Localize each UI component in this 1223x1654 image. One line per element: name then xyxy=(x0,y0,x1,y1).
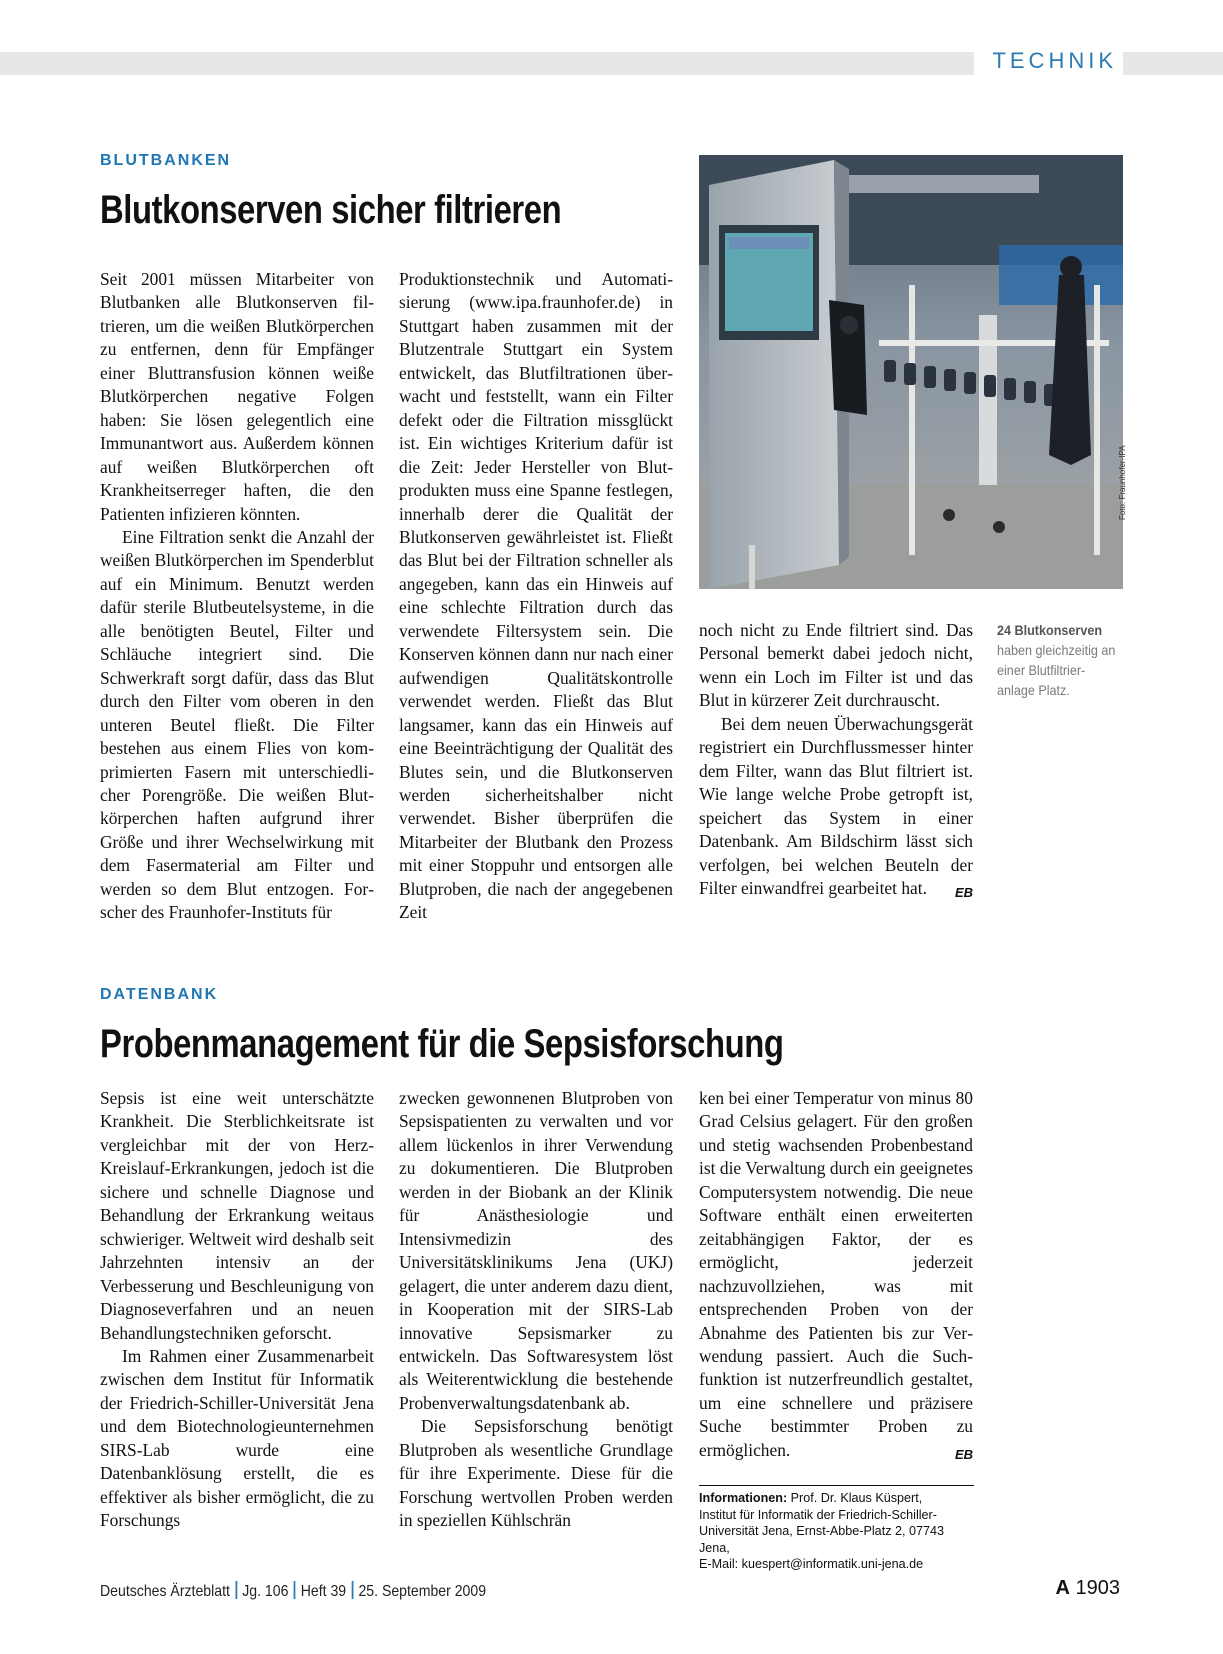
paragraph: Die Sepsisforschung benötigt Blutproben als wesentliche Grundlage für ihre Experimente. Diese für die Forschung wertvollen Proben werden in speziellen Kühlschrän xyxy=(399,1416,673,1531)
info-contact-name: Prof. Dr. Klaus Küspert, xyxy=(790,1491,923,1505)
paragraph: Sepsis ist eine weit unterschätzte Krankheit. Die Sterblichkeitsrate ist vergleichbar mit der von Herz-Kreislauf-Erkrankungen, jedoch ist die sichere und schnelle Diagnose und Behandlung der Erkrankung weitaus schwieriger. Weltweit wird deshalb seit Jahrzehnten intensiv an der Verbesserung und Beschleunigung von Diagnoseverfahren und an neuen Behandlungstechniken geforscht. xyxy=(100,1088,374,1343)
footer-citation xyxy=(100,1581,486,1601)
journal-volume: Jg. 106 xyxy=(242,1583,289,1600)
photo-caption xyxy=(997,620,1119,700)
article1-column-1 xyxy=(100,268,374,925)
paragraph-text: Bei dem neuen Überwachungsgerät registriert ein Durchflussmesser hinter dem Filter, wann das Blut filtriert ist. Wie lange welche Probe getropft ist, speichert das System in einer Datenbank. Am Bildschirm lässt sich verfolgen, bei welchen Beuteln der Filter einwandfrei gearbeitet hat. xyxy=(699,713,973,898)
publication-date: 25. September 2009 xyxy=(358,1583,487,1600)
info-line: Institut für Informatik der Friedrich-Schiller- xyxy=(699,1507,937,1522)
article1-column-2 xyxy=(399,268,673,925)
paragraph-text: ken bei einer Temperatur von minus 80 Grad Celsius gelagert. Für den großen und stetig wachsenden Probenbestand ist die Verwaltung durch ein geeignetes Computersystem notwendig. Die neue Software enthält einen erweiterten zeitabhängigen Faktor, der es ermöglicht, jederzeit nachzuvollziehen, was mit entsprechenden Proben von der Abnahme des Patienten bis zur Verwendung passiert. Auch die Suchfunktion ist nutzerfreundlich gestaltet, um eine schnellere und präzisere Suche bestimmter Proben zu ermöglichen. xyxy=(699,1088,973,1460)
section-label: TECHNIK xyxy=(974,46,1123,76)
paragraph: Produktionstechnik und Automatisierung (www.ipa.fraunhofer.de) in Stuttgart haben zusammen mit der Blutzentrale Stuttgart ein System entwickelt, das Blutfiltrationen überwacht und feststellt, wann ein Filter defekt oder die Filtration missglückt ist. Ein wichtiges Kriterium dafür ist die Zeit: Jeder Hersteller von Blutprodukten muss eine Spanne festlegen, innerhalb derer die Qualität der Blutkonserven gewährleistet ist. Fließt das Blut bei der Filtration schneller als angegeben, kann das ein Hinweis auf eine schlechte Filtration durch das verwendete Filtersystem sein. Die Konserven können dann nur nach einer aufwendigen Qualitätskontrolle verwendet werden. Fließt das Blut langsamer, kann das ein Hinweis auf eine Beeinträchtigung der Qualität des Blutes sein, und die Blutkonserven werden sicherheitshalber nicht verwendet. Bisher überprüfen die Mitarbeiter der Blutbank den Prozess mit einer Stoppuhr und entsorgen alle Blutproben, die nach der angegebenen Zeit xyxy=(399,269,673,923)
paragraph xyxy=(699,713,973,901)
caption-lead: 24 Blutkonserven xyxy=(997,622,1103,638)
page-value: 1903 xyxy=(1075,1577,1120,1599)
author-signature: EB xyxy=(954,1446,973,1462)
info-label: Informationen: xyxy=(699,1491,788,1505)
paragraph: zwecken gewonnenen Blutproben von Sepsispatienten zu verwalten und vor allem lückenlos in ihrer Verwendung zu dokumentieren. Die Blutproben werden in der Biobank an der Klinik für Anästhesiologie und Intensivmedizin des Universitätsklinikums Jena (UKJ) gelagert, die unter anderem dazu dient, in Kooperation mit der SIRS-Lab innovative Sepsismarker zu entwickeln. Das Softwaresystem löst als Weiterentwicklung die bestehende Probenverwaltungsdatenbank ab. xyxy=(399,1088,673,1413)
article2-column-1 xyxy=(100,1087,374,1533)
article2-title: Probenmanagement für die Sepsisforschung xyxy=(100,1022,784,1066)
article2-kicker: DATENBANK xyxy=(100,986,219,1003)
separator xyxy=(351,1581,353,1599)
caption-text: haben gleichzeitig an einer Blutfiltrieranlage Platz. xyxy=(997,642,1116,698)
info-line xyxy=(699,1490,974,1507)
page-number xyxy=(1055,1577,1120,1600)
paragraph: Seit 2001 müssen Mitarbeiter von Blutbanken alle Blutkonserven filtrieren, um die weißen Blutkörperchen zu entfernen, denn für Empfänger einer Bluttransfusion können weiße Blutkörperchen negative Folgen haben: Sie lösen gelegentlich eine Immunantwort aus. Außerdem können auf weißen Blutkörperchen oft Krankheitserreger haften, die den Patienten infizieren könnten. xyxy=(100,269,374,524)
info-line: Universität Jena, Ernst-Abbe-Platz 2, 07743 Jena, xyxy=(699,1524,945,1555)
article1-title: Blutkonserven sicher filtrieren xyxy=(100,188,562,232)
paragraph xyxy=(699,1087,973,1462)
photo-credit: Foto: Fraunhofer-IPA xyxy=(1118,445,1127,520)
blood-filtration-photo xyxy=(699,155,1123,589)
article2-column-3 xyxy=(699,1087,973,1466)
journal-issue: Heft 39 xyxy=(300,1583,347,1600)
author-signature: EB xyxy=(954,884,973,900)
info-box xyxy=(699,1485,974,1573)
article1-kicker: BLUTBANKEN xyxy=(100,152,232,169)
photo-image xyxy=(699,155,1123,589)
separator xyxy=(235,1581,237,1599)
journal-name: Deutsches Ärzteblatt xyxy=(100,1583,230,1600)
info-email: E-Mail: kuespert@informatik.uni-jena.de xyxy=(699,1557,924,1571)
page-prefix: A xyxy=(1055,1577,1070,1599)
paragraph: noch nicht zu Ende filtriert sind. Das Personal bemerkt dabei jedoch nicht, wenn ein Loch im Filter ist und das Blut in kürzerer Zeit durchrauscht. xyxy=(699,620,973,711)
separator xyxy=(294,1581,296,1599)
article1-column-3 xyxy=(699,619,973,904)
article2-column-2 xyxy=(399,1087,673,1533)
paragraph: Im Rahmen einer Zusammenarbeit zwischen dem Institut für Informatik der Friedrich-Schiller-Universität Jena und dem Biotechnologieunternehmen SIRS-Lab wurde eine Datenbanklösung erstellt, die es effektiver als bisher ermöglicht, die zu Forschungs xyxy=(100,1345,374,1531)
paragraph: Eine Filtration senkt die Anzahl der weißen Blutkörperchen im Spenderblut auf ein Minimum. Benutzt werden dafür sterile Blutbeutelsysteme, in die alle benötigten Beutel, Filter und Schläuche integriert sind. Die Schwerkraft sorgt dafür, dass das Blut durch den Filter vom oberen in den unteren Beutel fließt. Die Filter bestehen aus einem Flies von komprimierten Fasern mit unterschiedlicher Porengröße. Die weißen Blutkörperchen haften aufgrund ihrer Größe und ihrer Wechselwirkung mit dem Fasermaterial am Filter und werden so dem Blut entzogen. Forscher des Fraunhofer-Instituts für xyxy=(100,526,374,923)
